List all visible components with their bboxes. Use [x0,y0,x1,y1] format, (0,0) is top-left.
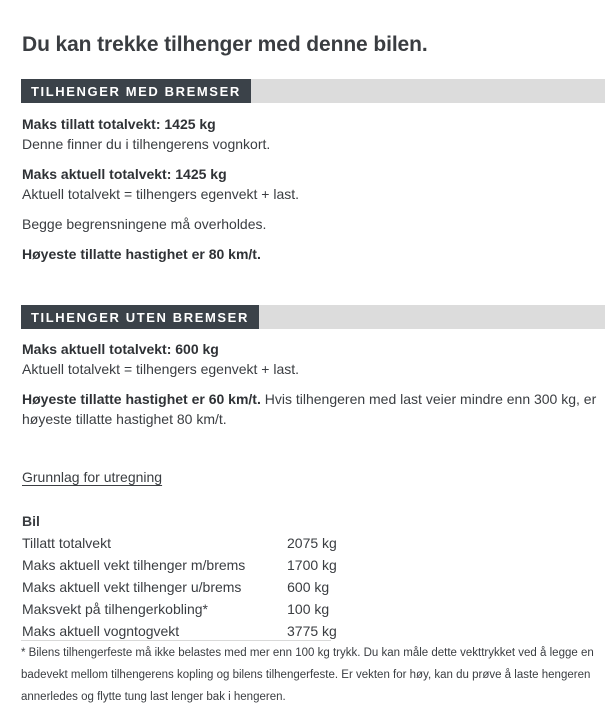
table-row [21,576,333,598]
with-brakes-speed-limit: Høyeste tillatte hastighet er 80 km/t. [22,246,261,262]
without-brakes-speed-paragraph [22,389,602,429]
without-brakes-section-bar [21,305,605,329]
table-cell-value: 600 kg [287,579,330,595]
page-title: Du kan trekke tilhenger med denne bilen. [22,33,428,56]
hitch-load-footnote: * Bilens tilhengerfeste må ikke belastes med mer enn 100 kg trykk. Du kan måle dette vekttrykket ved å legge en badevekt mellom tilhengerens kopling og bilens tilhengerfeste. Er vekten for høy, kan du prøve å laste hengeren annerledes og flytte tung last lenger bak i hengeren. [21,647,594,703]
without-brakes-section-header: TILHENGER UTEN BREMSER [21,305,259,329]
without-brakes-speed-note: Hvis tilhengeren med last veier mindre enn 300 kg, er høyeste tillatte hastighet 80 km/t. [22,391,597,427]
with-brakes-max-actual-weight: Maks aktuell totalvekt: 1425 kg [22,166,227,182]
with-brakes-section-bar [21,79,605,103]
without-brakes-max-actual-note: Aktuell totalvekt = tilhengers egenvekt + last. [22,361,300,377]
with-brakes-max-allowed-weight: Maks tillatt totalvekt: 1425 kg [22,116,216,132]
with-brakes-section-header: TILHENGER MED BREMSER [21,79,251,103]
table-cell-value: 2075 kg [287,535,337,551]
table-cell-value: 1700 kg [287,557,337,573]
with-brakes-max-allowed-note: Denne finner du i tilhengerens vognkort. [22,136,271,152]
table-cell-value: 100 kg [287,601,330,617]
car-table-heading: Bil [22,513,40,529]
table-cell-label: Maks aktuell vekt tilhenger m/brems [22,557,246,573]
table-row [21,554,337,576]
table-divider [21,640,331,641]
table-row [21,598,333,620]
table-cell-label: Maksvekt på tilhengerkobling* [22,601,208,617]
without-brakes-max-actual-weight: Maks aktuell totalvekt: 600 kg [22,341,219,357]
table-row [21,532,337,554]
without-brakes-speed-limit: Høyeste tillatte hastighet er 60 km/t. [22,391,261,407]
car-spec-table [21,510,337,642]
table-cell-value: 3775 kg [287,623,337,639]
table-row [21,620,337,642]
with-brakes-max-actual-note: Aktuell totalvekt = tilhengers egenvekt + last. [22,186,300,202]
calculation-basis-link[interactable]: Grunnlag for utregning [22,469,163,485]
table-cell-label: Maks aktuell vogntogvekt [22,623,180,639]
table-cell-label: Tillatt totalvekt [22,535,111,551]
with-brakes-both-limits-note: Begge begrensningene må overholdes. [22,216,267,232]
table-cell-label: Maks aktuell vekt tilhenger u/brems [22,579,242,595]
